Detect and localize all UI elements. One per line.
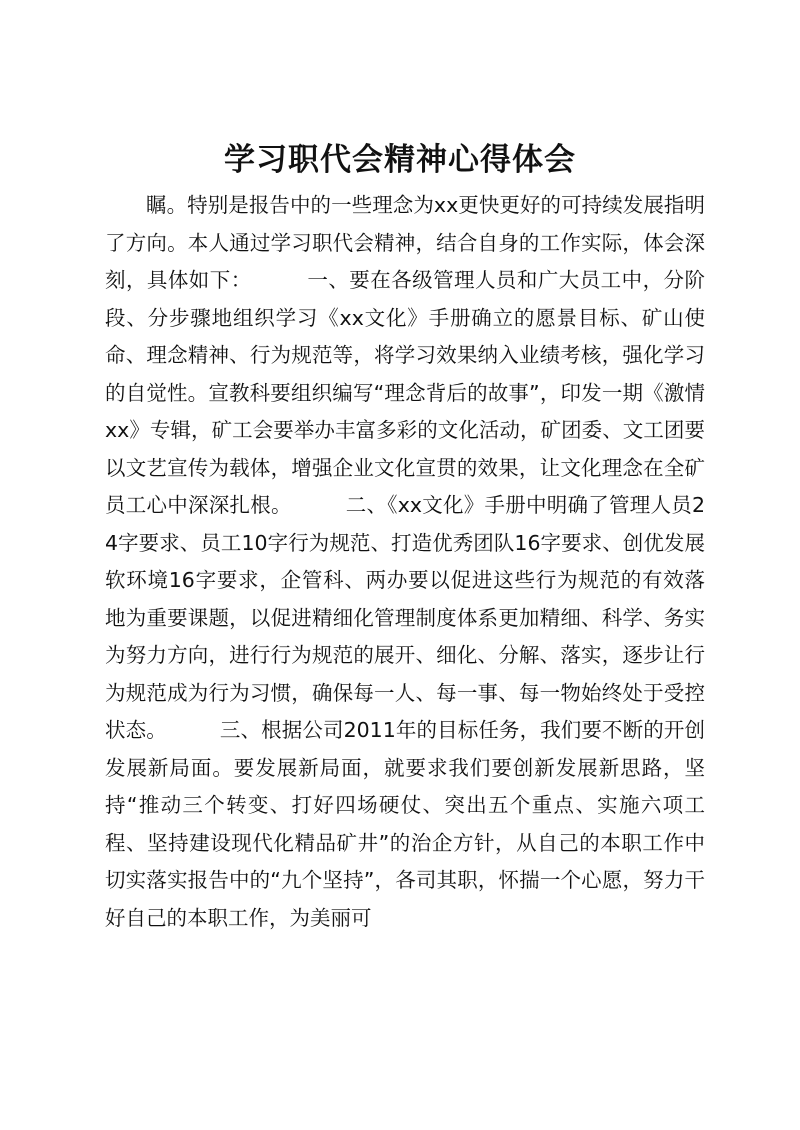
document-body-paragraph: 瞩。特别是报告中的一些理念为xx更快更好的可持续发展指明了方向。本人通过学习职代会精神，结合自身的工作实际，体会深刻，具体如下： 一、要在各级管理人员和广大员工中，分阶段、分步骤地组织学习《xx文化》手册确立的愿景目标、矿山使命、理念精神、行为规范等，将学习效果纳入业绩考核，强化学习的自觉性。宣教科要组织编写“理念背后的故事”，印发一期《激情xx》专辑，矿工会要举办丰富多彩的文化活动，矿团委、文工团要以文艺宣传为载体，增强企业文化宣贯的效果，让文化理念在全矿员工心中深深扎根。 二、《xx文化》手册中明确了管理人员24字要求、员工10字行为规范、打造优秀团队16字要求、创优发展软环境16字要求，企管科、两办要以促进这些行为规范的有效落地为重要课题，以促进精细化管理制度体系更加精细、科学、务实为努力方向，进行行为规范的展开、细化、分解、落实，逐步让行为规范成为行为习惯，确保每一人、每一事、每一物始终处于受控状态。 三、根据公司2011年的目标任务，我们要不断的开创发展新局面。要发展新局面，就要求我们要创新发展新思路，坚持“推动三个转变、打好四场硬仗、突出五个重点、实施六项工程、坚持建设现代化精品矿井”的治企方针，从自己的本职工作中切实落实报告中的“九个坚持”，各司其职，怀揣一个心愿，努力干好自己的本职工作，为美丽可 <box>105 193 705 930</box>
document-title: 学习职代会精神心得体会 <box>224 142 576 178</box>
